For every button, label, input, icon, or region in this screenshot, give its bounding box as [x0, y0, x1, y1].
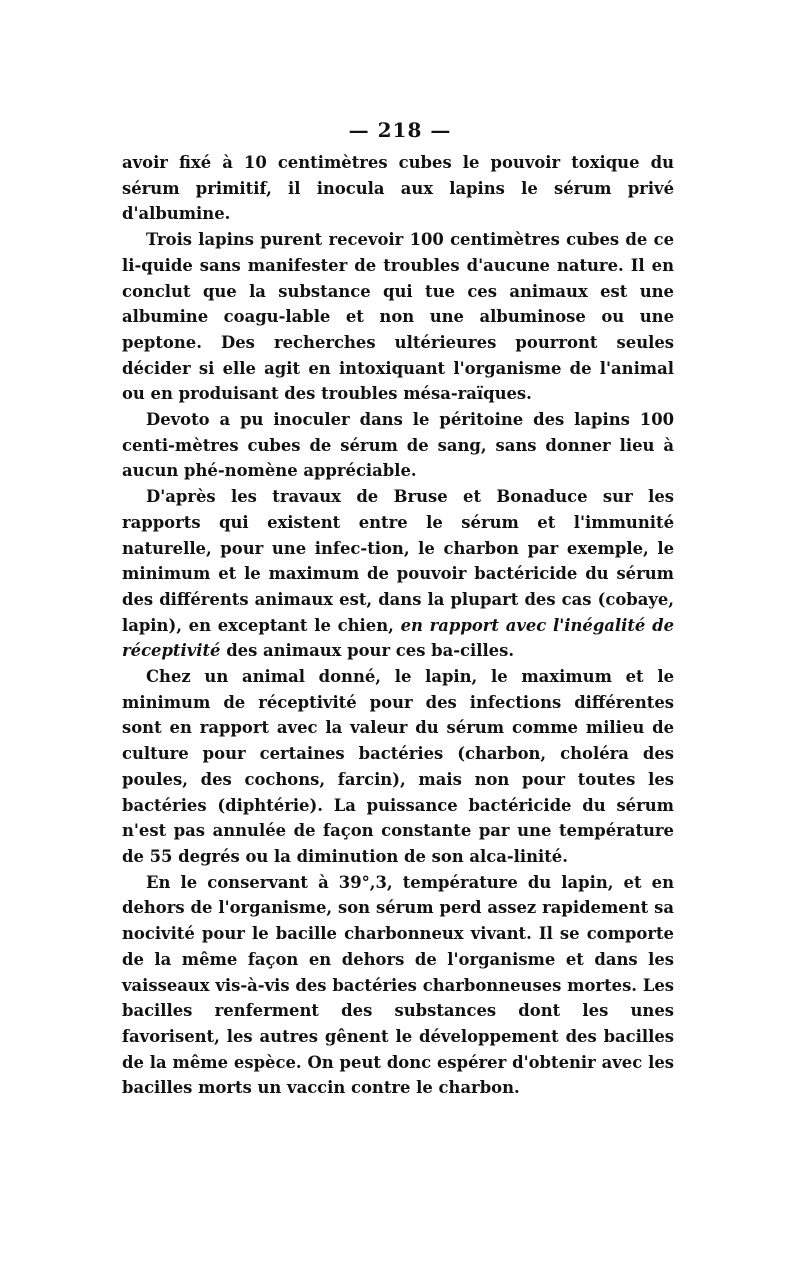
paragraph-5: Chez un animal donné, le lapin, le maximum et le minimum de réceptivité pour des infections différentes sont en rapport avec la valeur du sérum comme milieu de culture pour certaines bactéries (charbon, choléra des poules, des cochons, farcin), mais non pour toutes les bactéries (diphtérie). La puissance bactéricide du sérum n'est pas annulée de façon constante par une température de 55 degrés ou la diminution de son alca-linité. — [122, 667, 674, 866]
body-text — [122, 150, 674, 1101]
page-number: — 218 — — [348, 118, 452, 142]
paragraph-4-italic: en rapport avec l'inégalité de réceptivité — [122, 615, 674, 661]
paragraph-4 — [122, 484, 674, 664]
paragraph-2: Trois lapins purent recevoir 100 centimètres cubes de ce li-quide sans manifester de troubles d'aucune nature. Il en conclut que la substance qui tue ces animaux est une albumine coagu-lable et non une albuminose ou une peptone. Des recherches ultérieures pourront seules décider si elle agit en intoxiquant l'organisme de l'animal ou en produisant des troubles mésa-raïques. — [122, 230, 674, 404]
paragraph-4-text-end: des animaux pour ces ba-cilles. — [220, 641, 515, 661]
paragraph-6: En le conservant à 39°,3, température du lapin, et en dehors de l'organisme, son sérum perd assez rapidement sa nocivité pour le bacille charbonneux vivant. Il se comporte de la même façon en dehors de l'organisme et dans les vaisseaux vis-à-vis des bactéries charbonneuses mortes. Les bacilles renferment des substances dont les unes favorisent, les autres gênent le développement des bacilles de la même espèce. On peut donc espérer d'obtenir avec les bacilles morts un vaccin contre le charbon. — [122, 872, 674, 1098]
paragraph-1: avoir fixé à 10 centimètres cubes le pouvoir toxique du sérum primitif, il inocula aux lapins le sérum privé d'albumine. — [122, 153, 674, 224]
paragraph-3: Devoto a pu inoculer dans le péritoine des lapins 100 centi-mètres cubes de sérum de sang, sans donner lieu à aucun phé-nomène appréciable. — [122, 410, 674, 481]
paragraph-4-text: D'après les travaux de Bruse et Bonaduce sur les rapports qui existent entre le sérum et l'immunité naturelle, pour une infec-tion, le charbon par exemple, le minimum et le maximum de pouvoir bactéricide du sérum des différents animaux est, dans la plupart des cas (cobaye, lapin), en exceptant le chien, — [122, 487, 674, 635]
